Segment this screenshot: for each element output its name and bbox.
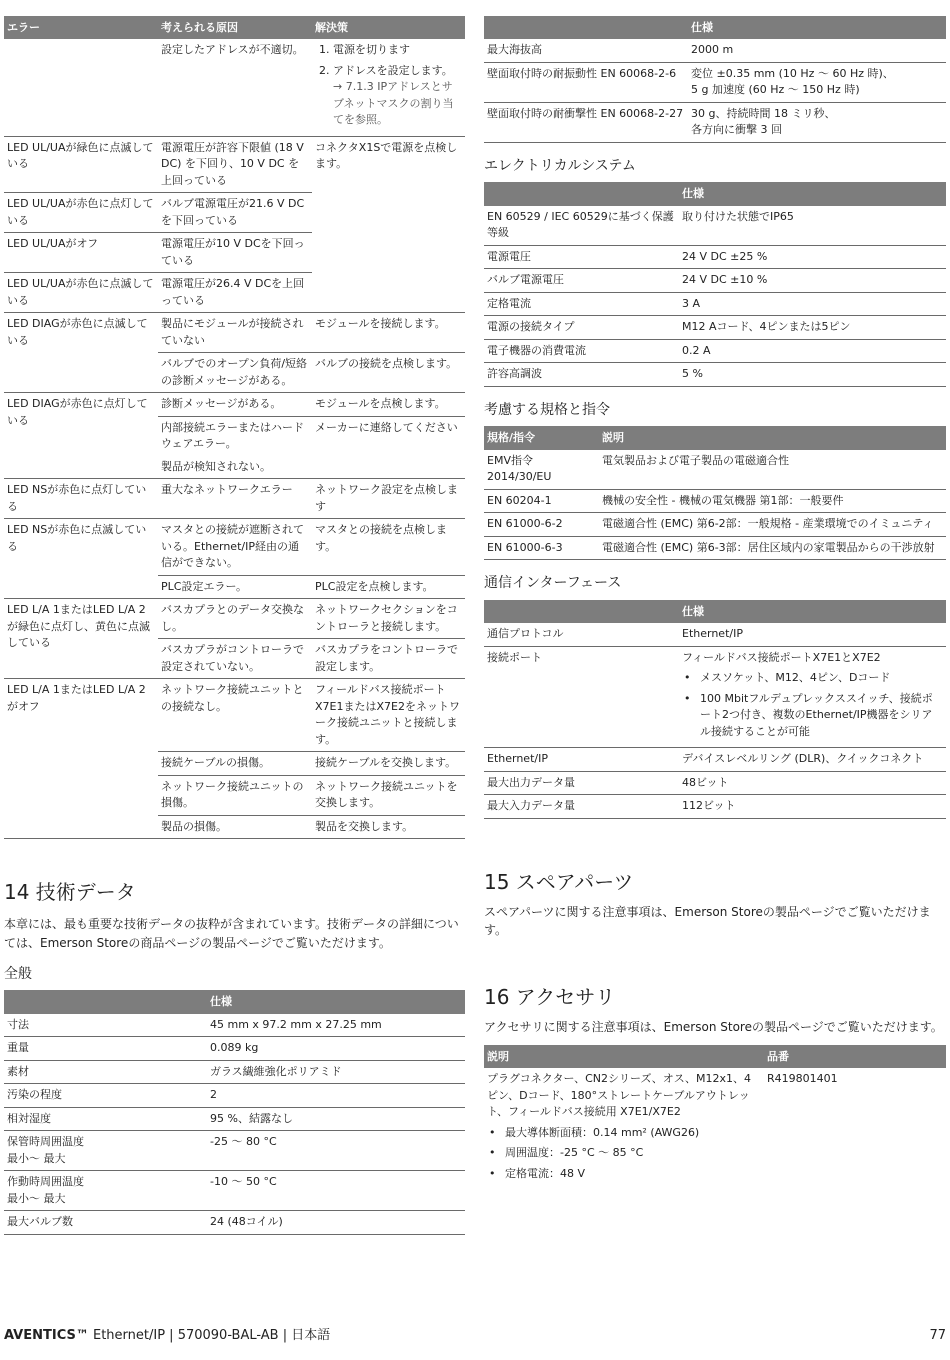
table-row [484,623,946,646]
spec-value: 5 % [679,363,946,387]
spec-key: 接続ポート [484,646,679,748]
spec-value-line: 5 g 加速度 (60 Hz ～ 150 Hz 時) [691,83,860,97]
solution-step [333,63,462,129]
cause-cell: 電源電圧が26.4 V DCを上回っている [158,273,312,313]
spec-key: 壁面取付時の耐衝撃性 EN 60068-2-27 [484,102,688,142]
spec-value: -25 ～ 80 °C [207,1131,465,1171]
spec-value [688,102,946,142]
solution-cell: モジュールを点検します。 [312,393,465,417]
std-key: EMV指令 2014/30/EU [484,450,599,490]
solution-cell: 製品を交換します。 [312,815,465,839]
spec-key: 定格電流 [484,292,679,316]
spec-value-line: フィールドバス接続ポートX7E1とX7E2 [682,650,881,664]
error-cell: LED UL/UAが赤色に点滅している [4,273,158,313]
std-key: EN 61000-6-2 [484,513,599,537]
col-header-cause: 考えられる原因 [158,16,312,39]
cause-cell: 製品の損傷。 [158,815,312,839]
solution-cell [312,39,465,136]
section-14-title: 14 技術データ [4,880,136,905]
table-row [4,393,465,417]
col-header-empty [484,16,688,39]
table-row [484,39,946,62]
standards-subtitle: 考慮する規格と指令 [484,401,610,418]
spec-value: 95 %、結露なし [207,1107,465,1131]
solution-step-text: アドレスを設定します。 [333,63,453,77]
acc-part-number: R419801401 [767,1072,838,1086]
elec-table-header [484,182,946,205]
col-header-empty [484,182,679,205]
spec-key: 許容高調波 [484,363,679,387]
spec-value: 0.089 kg [207,1037,465,1061]
spec-key: 最大海抜高 [484,39,688,62]
table-row [484,748,946,772]
spec-key: 最大バルブ数 [4,1211,207,1235]
col-header-spec: 仕様 [679,182,946,205]
table-row [484,646,946,748]
left-column [4,16,465,1235]
spec-key-line: 作動時周囲温度 [7,1175,84,1189]
list-item: • メスソケット、M12、4ピン、Dコード [682,670,943,687]
solution-cell: ネットワーク設定を点検します [312,479,465,519]
solution-cell: PLC設定を点検します。 [312,575,465,599]
spec-value: 3 A [679,292,946,316]
table-row [484,62,946,102]
solution-cell: 接続ケーブルを交換します。 [312,752,465,776]
error-cell: LED NSが赤色に点灯している [4,479,158,519]
spec-key: 電源の接続タイプ [484,316,679,340]
general-spec-table [4,990,465,1234]
general-subtitle: 全般 [4,965,32,982]
cause-cell: 内部接続エラーまたはハードウェアエラー。 [161,420,304,451]
table-row [484,339,946,363]
table-row [4,519,465,576]
spec-key: EN 60529 / IEC 60529に基づく保護等級 [484,206,679,246]
col-header-empty [4,990,207,1013]
table-row [4,1171,465,1211]
table-row [4,1060,465,1084]
col-header-error: エラー [4,16,158,39]
spec-key: 重量 [4,1037,207,1061]
spec-value: 45 mm x 97.2 mm x 27.25 mm [207,1014,465,1037]
spec-value: 2 [207,1084,465,1108]
std-value: 電磁適合性 (EMC) 第6-2部：一般規格 - 産業環境でのイミュニティ [599,513,946,537]
spec-key: 相対湿度 [4,1107,207,1131]
table-row [4,479,465,519]
acc-bullets [487,1125,761,1183]
table-row [484,316,946,340]
spec-value [688,62,946,102]
solution-cell: フィールドバス接続ポートX7E1またはX7E2をネットワーク接続ユニットと接続します。 [312,679,465,752]
cause-cell: 製品が検知されない。 [158,456,312,479]
table-row [484,489,946,513]
spec-value: -10 ～ 50 °C [207,1171,465,1211]
solution-cell: モジュールを接続します。 [312,313,465,353]
cause-cell: 接続ケーブルの損傷。 [158,752,312,776]
right-column [484,16,946,1189]
std-table-header [484,426,946,449]
solution-cell: バルブの接続を点検します。 [312,353,465,393]
solution-cell: ネットワーク接続ユニットを交換します。 [312,775,465,815]
table-row [484,1068,946,1189]
cause-cell: 電源電圧が10 V DCを下回っている [158,233,312,273]
solution-cell: コネクタX1Sで電源を点検します。 [312,136,465,313]
solution-cell: バスカプラをコントローラで設定します。 [312,639,465,679]
cause-cell: PLC設定エラー。 [158,575,312,599]
spec-key: 汚染の程度 [4,1084,207,1108]
table-row [4,599,465,639]
error-cell: LED L/A 1またはLED L/A 2がオフ [4,679,158,839]
spec-value: 0.2 A [679,339,946,363]
list-item: • 定格電流：48 V [487,1166,761,1183]
electrical-subtitle: エレクトリカルシステム [484,157,636,174]
col-header-part-number: 品番 [764,1045,946,1068]
table-row [4,1107,465,1131]
error-table-header [4,16,465,39]
spec-value: 取り付けた状態でIP65 [679,206,946,246]
error-cell: LED UL/UAがオフ [4,233,158,273]
table-row [484,363,946,387]
table-row [484,206,946,246]
table-row [484,771,946,795]
spec-value: 2000 m [688,39,946,62]
cause-cell: 設定したアドレスが不適切。 [158,39,312,136]
col-header-empty [484,600,679,623]
table-row [484,292,946,316]
spec-key [4,1131,207,1171]
table-row [4,1084,465,1108]
spec-key: Ethernet/IP [484,748,679,772]
cause-cell: マスタとの接続が遮断されている。Ethernet/IP経由の通信ができない。 [158,519,312,576]
comm-table-header [484,600,946,623]
list-item: • 周囲温度：-25 °C ～ 85 °C [487,1145,761,1162]
communication-subtitle: 通信インターフェース [484,575,622,592]
spec-value: 24 V DC ±25 % [679,245,946,269]
col-header-description: 説明 [599,426,946,449]
error-table [4,16,465,839]
std-key: EN 61000-6-3 [484,536,599,560]
document-info: Ethernet/IP | 570090-BAL-AB | 日本語 [88,1328,331,1343]
table-row [4,39,465,136]
spec-key: 素材 [4,1060,207,1084]
spec-value-line: 変位 ±0.35 mm (10 Hz ～ 60 Hz 時)、 [691,66,894,80]
spec-value-line: 30 g、持続時間 18 ミリ秒、 [691,106,836,120]
std-value: 機械の安全性 - 機械の電気機器 第1部：一般要件 [599,489,946,513]
cause-cell: 重大なネットワークエラー [158,479,312,519]
spec-key: 最大入力データ量 [484,795,679,819]
electrical-spec-table [484,182,946,386]
spec-value: 48ビット [679,771,946,795]
table-row [4,1211,465,1235]
section-14-intro: 本章には、最も重要な技術データの抜粋が含まれています。技術データの詳細については、Emerson Storeの商品ページの製品ページでご覧いただけます。 [4,917,459,950]
acc-description-text: プラグコネクター、CN2シリーズ、オス、M12x1、4ピン、Dコード、180°ストレートケーブルアウトレット、フィールドバス接続用 X7E1/X7E2 [487,1072,752,1119]
spec-value [679,646,946,748]
cause-cell: ネットワーク接続ユニットとの接続なし。 [158,679,312,752]
spec-key: 電子機器の消費電流 [484,339,679,363]
spec-value: M12 Aコード、4ピンまたは5ピン [679,316,946,340]
spec-value: 24 (48コイル) [207,1211,465,1235]
page-footer [4,1326,946,1346]
spec-value-line: 各方向に衝撃 3 回 [691,123,782,137]
table-row [484,102,946,142]
brand-name: AVENTICS™ [4,1328,89,1343]
error-cell: LED UL/UAが緑色に点滅している [4,136,158,193]
error-cell: LED UL/UAが赤色に点灯している [4,193,158,233]
standards-table [484,426,946,560]
port-bullets [682,670,943,740]
cause-cell: 製品にモジュールが接続されていない [158,313,312,353]
solution-cell: メーカーに連絡してください [312,416,465,479]
cause-cell: 電源電圧が許容下限値 (18 V DC) を下回り、10 V DC を上回っている [158,136,312,193]
section-15-text: スペアパーツに関する注意事項は、Emerson Storeの製品ページでご覧いただけます。 [484,904,931,938]
std-value: 電磁適合性 (EMC) 第6-3部：居住区域内の家電製品からの干渉放射 [599,536,946,560]
section-15-title: 15 スペアパーツ [484,869,634,894]
cause-cell: 診断メッセージがある。 [158,393,312,417]
spec-key: 寸法 [4,1014,207,1037]
spec-key-line: 最小～ 最大 [7,1151,66,1165]
list-item: • 100 Mbitフルデュプレックススイッチ、接続ポート2つ付き、複数のEthernet/IP機器をシリアル接続することが可能 [682,691,943,741]
col-header-spec: 仕様 [207,990,465,1013]
spec-key-line: 最小～ 最大 [7,1191,66,1205]
col-header-description: 説明 [484,1045,764,1068]
solution-cell: マスタとの接続を点検します。 [312,519,465,576]
table-row [4,136,465,193]
list-item: • 最大導体断面積：0.14 mm² (AWG26) [487,1125,761,1142]
col-header-spec: 仕様 [679,600,946,623]
mechanical-spec-table [484,16,946,143]
error-cell: LED DIAGが赤色に点滅している [4,313,158,393]
error-cell: LED NSが赤色に点滅している [4,519,158,599]
communication-table [484,600,946,819]
std-value: 電気製品および電子製品の電磁適合性 [599,450,946,490]
spec-key-line: 保管時周囲温度 [7,1135,84,1149]
spec-key [4,1171,207,1211]
col-header-solution: 解決策 [312,16,465,39]
table-row [4,1131,465,1171]
spec-key: 最大出力データ量 [484,771,679,795]
general-table-header [4,990,465,1013]
acc-description [484,1068,764,1189]
error-cell: LED DIAGが赤色に点灯している [4,393,158,479]
spec-key: 電源電圧 [484,245,679,269]
table-row [484,795,946,819]
page-number: 77 [929,1328,946,1343]
error-cell [4,39,158,136]
section-16-title: 16 アクセサリ [484,985,616,1010]
spec-key: バルブ電源電圧 [484,269,679,293]
table-row [4,679,465,752]
spec-value: Ethernet/IP [679,623,946,646]
cause-cell: バルブ電源電圧が21.6 V DC を下回っている [158,193,312,233]
solution-steps [315,42,462,129]
table-row [4,1014,465,1037]
col-header-standard: 規格/指令 [484,426,599,449]
spec-value: 24 V DC ±10 % [679,269,946,293]
error-cell: LED L/A 1またはLED L/A 2が緑色に点灯し、黄色に点滅している [4,599,158,679]
section-16-text: アクセサリに関する注意事項は、Emerson Storeの製品ページでご覧いただけます。 [484,1020,943,1035]
mech-table-header [484,16,946,39]
table-row [484,245,946,269]
solution-cell: ネットワークセクションをコントローラと接続します。 [312,599,465,639]
cause-cell: バスカプラがコントローラで設定されていない。 [158,639,312,679]
col-header-spec: 仕様 [688,16,946,39]
table-row [4,1037,465,1061]
table-row [484,513,946,537]
solution-step: 1. 電源を切ります [333,42,462,59]
spec-key: 通信プロトコル [484,623,679,646]
cause-cell: バルブでのオープン負荷/短絡の診断メッセージがある。 [158,353,312,393]
table-row [484,536,946,560]
spec-value: デバイスレベルリング (DLR)、クイックコネクト [679,748,946,772]
std-key: EN 60204-1 [484,489,599,513]
table-row [4,313,465,353]
spec-value: 112ビット [679,795,946,819]
acc-table-header [484,1045,946,1068]
spec-key: 壁面取付時の耐振動性 EN 60068-2-6 [484,62,688,102]
cause-cell: バスカプラとのデータ交換なし。 [158,599,312,639]
accessory-table [484,1045,946,1189]
table-row [484,450,946,490]
cause-cell: ネットワーク接続ユニットの損傷。 [158,775,312,815]
cross-reference: → 7.1.3 IPアドレスとサブネットマスクの割り当てを参照。 [333,80,454,127]
spec-value: ガラス繊維強化ポリアミド [207,1060,465,1084]
table-row [484,269,946,293]
